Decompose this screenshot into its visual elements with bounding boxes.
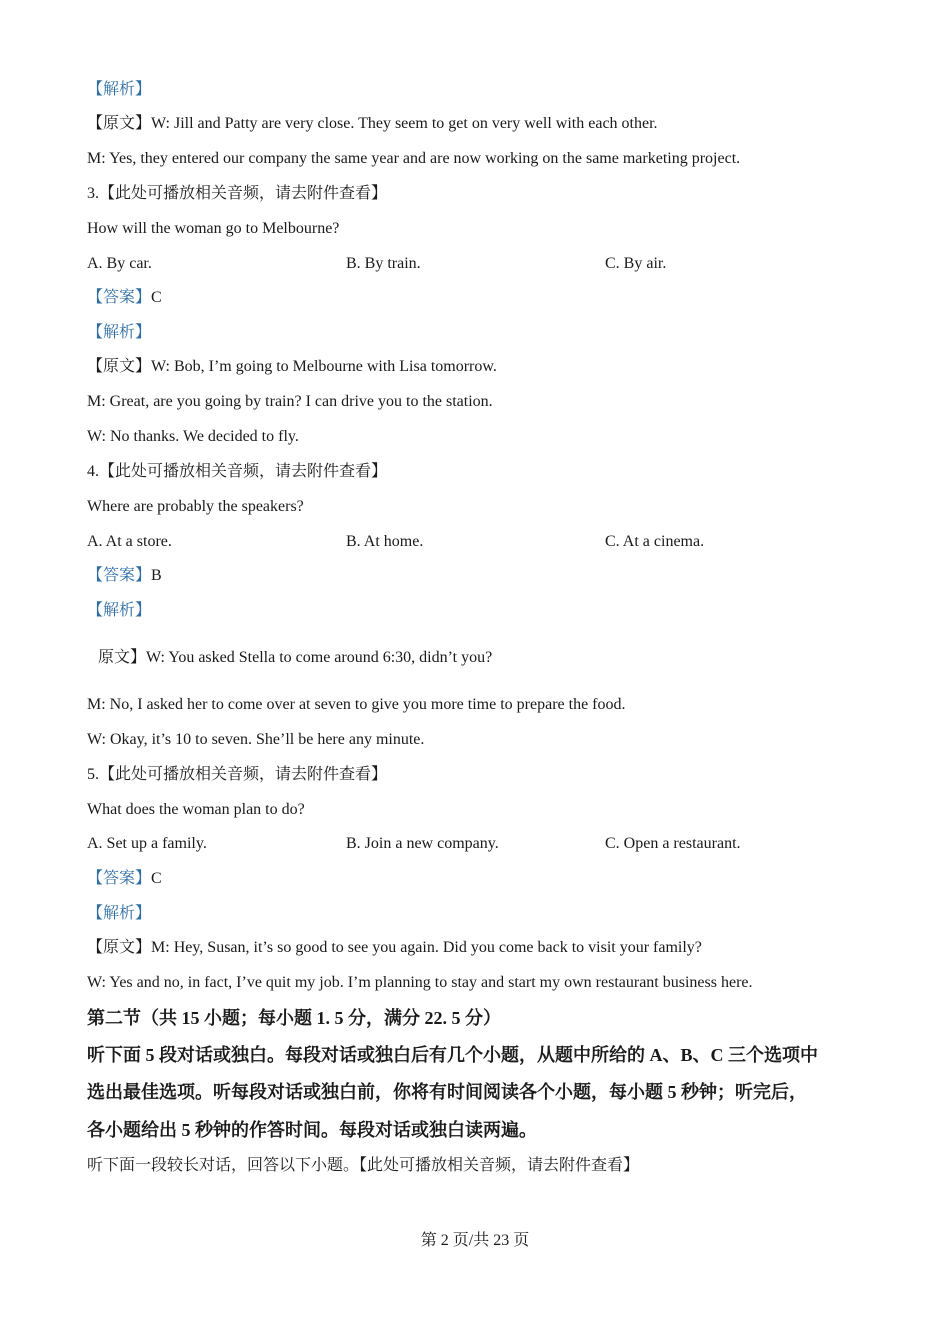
analysis-label-q2: 【解析】	[87, 81, 152, 98]
analysis-label-q5: 【解析】	[87, 905, 152, 922]
option-b: B. Join a new company.	[346, 835, 499, 852]
transcript-line: W: Okay, it’s 10 to seven. She’ll be here any minute.	[87, 731, 425, 748]
option-a: A. At a store.	[87, 533, 172, 550]
option-c: C. By air.	[605, 255, 667, 272]
analysis-label-q4: 【解析】	[87, 602, 152, 619]
option-b: B. At home.	[346, 533, 424, 550]
transcript-line: M: Great, are you going by train? I can drive you to the station.	[87, 393, 493, 410]
answer-q5: 【答案】C	[87, 870, 162, 887]
section-instructions: 选出最佳选项。听每段对话或独白前，你将有时间阅读各个小题，每小题 5 秒钟；听完后，	[87, 1082, 807, 1102]
question-text-q5: What does the woman plan to do?	[87, 801, 305, 818]
transcript-line: M: No, I asked her to come over at seven to give you more time to prepare the food.	[87, 696, 626, 713]
audio-note[interactable]: 【此处可播放相关音频，请去附件查看】	[99, 766, 388, 783]
answer-tag: 【答案】	[87, 567, 152, 584]
page-footer: 第 2 页/共 23 页	[420, 1232, 530, 1249]
answer-tag: 【答案】	[87, 870, 152, 887]
option-a: A. By car.	[87, 255, 152, 272]
question-text-q3: How will the woman go to Melbourne?	[87, 220, 340, 237]
transcript-line: 【原文】M: Hey, Susan, it’s so good to see you again. Did you come back to visit your family?	[87, 939, 702, 956]
question-header-q4: 4.【此处可播放相关音频，请去附件查看】	[87, 463, 388, 480]
option-c: C. Open a restaurant.	[605, 835, 741, 852]
transcript-tag: 【原文】	[87, 939, 152, 956]
transcript-line: 【原文】W: Jill and Patty are very close. They seem to get on very well with each other.	[87, 115, 658, 132]
audio-note[interactable]: 【此处可播放相关音频，请去附件查看】	[99, 185, 388, 202]
transcript-line: M: Yes, they entered our company the same year and are now working on the same marketing project.	[87, 150, 741, 167]
section-intro: 听下面一段较长对话，回答以下小题。【此处可播放相关音频，请去附件查看】	[87, 1157, 640, 1174]
audio-note[interactable]: 【此处可播放相关音频，请去附件查看】	[99, 463, 388, 480]
question-header-q3: 3.【此处可播放相关音频，请去附件查看】	[87, 185, 388, 202]
transcript-line: W: No thanks. We decided to fly.	[87, 428, 299, 445]
option-c: C. At a cinema.	[605, 533, 705, 550]
transcript-line: W: Yes and no, in fact, I’ve quit my job. I’m planning to stay and start my own restaurant business here.	[87, 974, 753, 991]
transcript-tag: 原文】	[98, 649, 147, 666]
section-heading: 第二节（共 15 小题；每小题 1. 5 分，满分 22. 5 分）	[87, 1008, 501, 1028]
analysis-label-q3: 【解析】	[87, 324, 152, 341]
question-header-q5: 5.【此处可播放相关音频，请去附件查看】	[87, 766, 388, 783]
answer-q4: 【答案】B	[87, 567, 162, 584]
transcript-line: 【原文】W: Bob, I’m going to Melbourne with Lisa tomorrow.	[87, 358, 497, 375]
option-a: A. Set up a family.	[87, 835, 207, 852]
transcript-tag: 【原文】	[87, 115, 152, 132]
section-instructions: 各小题给出 5 秒钟的作答时间。每段对话或独白读两遍。	[87, 1120, 537, 1140]
question-text-q4: Where are probably the speakers?	[87, 498, 304, 515]
section-instructions: 听下面 5 段对话或独白。每段对话或独白后有几个小题，从题中所给的 A、B、C 三个选项中	[87, 1045, 818, 1065]
transcript-line: 原文】W: You asked Stella to come around 6:30, didn’t you?	[98, 649, 493, 666]
option-b: B. By train.	[346, 255, 421, 272]
answer-tag: 【答案】	[87, 289, 152, 306]
answer-q3: 【答案】C	[87, 289, 162, 306]
transcript-tag: 【原文】	[87, 358, 152, 375]
